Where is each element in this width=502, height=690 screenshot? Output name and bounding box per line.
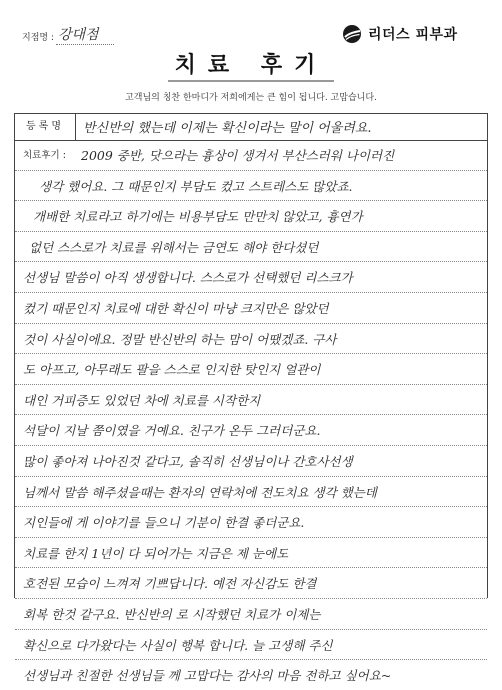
review-line	[15, 660, 487, 690]
review-lines	[15, 140, 487, 690]
review-line-text: 대인 거피증도 있었던 차에 치료를 시작한지	[23, 392, 261, 408]
review-line	[15, 415, 487, 446]
registrant-value: 반신반의 했는데 이제는 확신이라는 말이 어울려요.	[83, 121, 372, 136]
review-label: 치료후기 :	[23, 150, 66, 161]
review-line	[15, 201, 487, 232]
review-line	[15, 630, 487, 661]
review-line-text: 많이 좋아져 나아진것 같다고, 솔직히 선생님이나 간호사선생	[23, 453, 353, 469]
review-line	[15, 232, 487, 263]
review-line	[15, 477, 487, 508]
branch-underline	[56, 44, 114, 45]
review-line	[15, 538, 487, 569]
review-line-text: 2009 중반, 닷으라는 흉상이 생겨서 부산스러워 나이러진	[81, 148, 395, 163]
header	[0, 0, 502, 50]
branch-value: 강대점	[58, 27, 99, 43]
clinic-name: 리더스 피부과	[368, 27, 458, 43]
review-line-text: 치료를 한지 1년이 다 되어가는 지금은 제 눈에도	[23, 545, 289, 561]
review-line-text: 회복 한것 같구요. 반신반의 로 시작했던 치료가 이제는	[23, 606, 321, 622]
review-line-text: 지인들에 게 이야기를 들으니 기분이 한결 좋더군요.	[23, 515, 305, 531]
review-line	[15, 507, 487, 538]
registrant-label: 등록명	[15, 114, 76, 140]
review-line	[15, 293, 487, 324]
review-line-text: 확신으로 다가왔다는 사실이 행복 합니다. 늘 고생해 주신	[23, 637, 333, 653]
review-line	[15, 262, 487, 293]
review-line	[15, 385, 487, 416]
registrant-row	[15, 114, 487, 141]
page-title: 치료 후기	[174, 53, 328, 78]
review-line-text: 생각 했어요. 그 때문인지 부담도 컸고 스트레스도 많았죠.	[39, 178, 353, 194]
review-line	[15, 599, 487, 630]
review-line-text: 것이 사실이에요. 정말 반신반의 하는 맘이 어땠겠죠. 구사	[23, 331, 337, 347]
review-line	[15, 446, 487, 477]
review-form	[14, 113, 488, 684]
page-subtitle: 고객님의 칭찬 한마디가 저희에게는 큰 힘이 됩니다. 고맙습니다.	[125, 93, 377, 103]
title-underline	[168, 80, 334, 82]
review-line	[15, 354, 487, 385]
clinic-logo-icon	[342, 24, 362, 44]
review-line-text: 없던 스스로가 치료를 위해서는 금연도 해야 한다셨던	[29, 239, 319, 255]
review-line	[15, 171, 487, 202]
review-line-text: 호전된 모습이 느껴져 기쁘답니다. 예전 자신감도 한결	[23, 576, 317, 592]
review-line-text: 개배한 치료라고 하기에는 비용부담도 만만치 않았고, 흉연가	[33, 209, 363, 225]
review-line-text: 님께서 말씀 해주셨을때는 환자의 연락처에 전도치요 생각 했는데	[23, 484, 377, 500]
review-line	[15, 568, 487, 599]
branch-label: 지점명 :	[22, 33, 54, 43]
review-line-text: 도 아프고, 아무래도 팔을 스스로 인지한 탓인지 얼관이	[23, 362, 321, 378]
review-line-text: 선생님과 친절한 선생님들 께 고맙다는 감사의 마음 전하고 싶어요~	[23, 668, 392, 684]
review-line	[15, 140, 487, 171]
review-line-text: 석달이 지날 쯤이였을 거예요. 친구가 온두 그러더군요.	[23, 423, 321, 439]
review-line-text: 컸기 때문인지 치료에 대한 확신이 마냥 크지만은 않았던	[23, 300, 329, 316]
clinic-brand	[342, 24, 458, 44]
review-line-text: 선생님 말씀이 아직 생생합니다. 스스로가 선택했던 리스크가	[23, 270, 353, 286]
review-line	[15, 324, 487, 355]
